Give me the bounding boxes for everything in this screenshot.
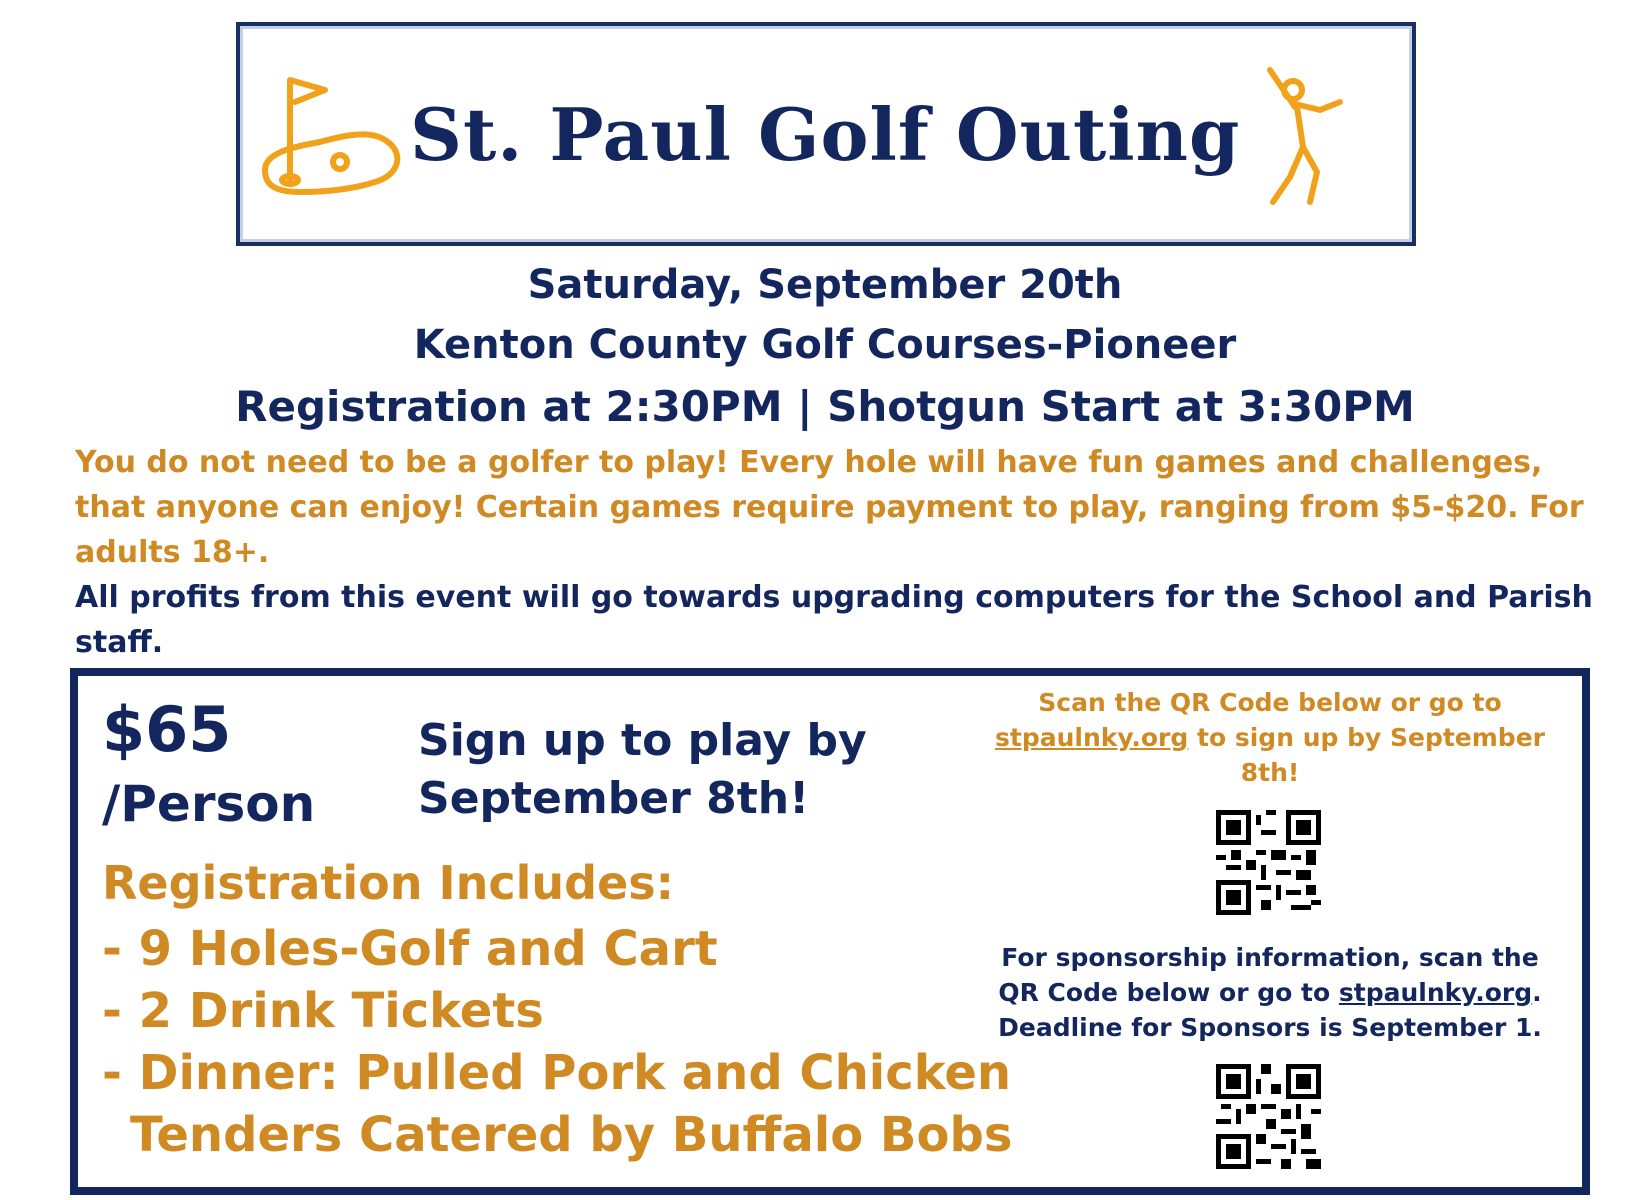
signup-deadline: Sign up to play by September 8th!	[418, 715, 867, 824]
registration-includes-heading: Registration Includes:	[102, 856, 675, 910]
event-venue: Kenton County Golf Courses-Pioneer	[413, 322, 1237, 368]
list-item-text: - 2 Drink Tickets	[102, 983, 544, 1039]
registration-includes-list	[102, 918, 1012, 1166]
fun-description: You do not need to be a golfer to play! Every hole will have fun games and challenges, that anyone can enjoy! Certain games require payment to play, ranging from $5-$20. For adults 18+.	[75, 445, 1584, 570]
list-item	[102, 1042, 1012, 1166]
qr-code-icon	[1216, 810, 1321, 915]
profits-description: All profits from this event will go towards upgrading computers for the School and Parish staff.	[75, 580, 1593, 660]
qr-sponsor-text-after: . Deadline for Sponsors is September 1.	[998, 978, 1542, 1042]
qr-signup-text-after: to sign up by September 8th!	[1197, 723, 1545, 787]
event-date: Saturday, September 20th	[527, 262, 1123, 308]
qr-signup-instructions	[990, 685, 1550, 790]
golf-flag-icon	[255, 70, 415, 210]
list-item-text: - 9 Holes-Golf and Cart	[102, 921, 718, 977]
qr-signup-text-before: Scan the QR Code below or go to	[1038, 688, 1502, 717]
event-times: Registration at 2:30PM | Shotgun Start at 3:30PM	[235, 382, 1415, 431]
list-item-continuation: Tenders Catered by Buffalo Bobs	[130, 1107, 1013, 1163]
list-item	[102, 980, 1012, 1042]
qr-sponsor-instructions	[990, 940, 1550, 1045]
qr-code-icon	[1216, 1064, 1321, 1169]
list-item-text: - Dinner: Pulled Pork and Chicken	[102, 1045, 1012, 1101]
qr-sponsor-text-before: For sponsorship information, scan the QR Code below or go to	[998, 943, 1539, 1007]
price-unit: /Person	[102, 775, 316, 833]
page-title: St. Paul Golf Outing	[410, 92, 1241, 177]
golfer-icon	[1265, 62, 1355, 212]
price: $65	[102, 693, 232, 766]
sponsor-website-link[interactable]: stpaulnky.org	[1338, 978, 1533, 1007]
signup-website-link[interactable]: stpaulnky.org	[995, 723, 1189, 752]
list-item	[102, 918, 1012, 980]
